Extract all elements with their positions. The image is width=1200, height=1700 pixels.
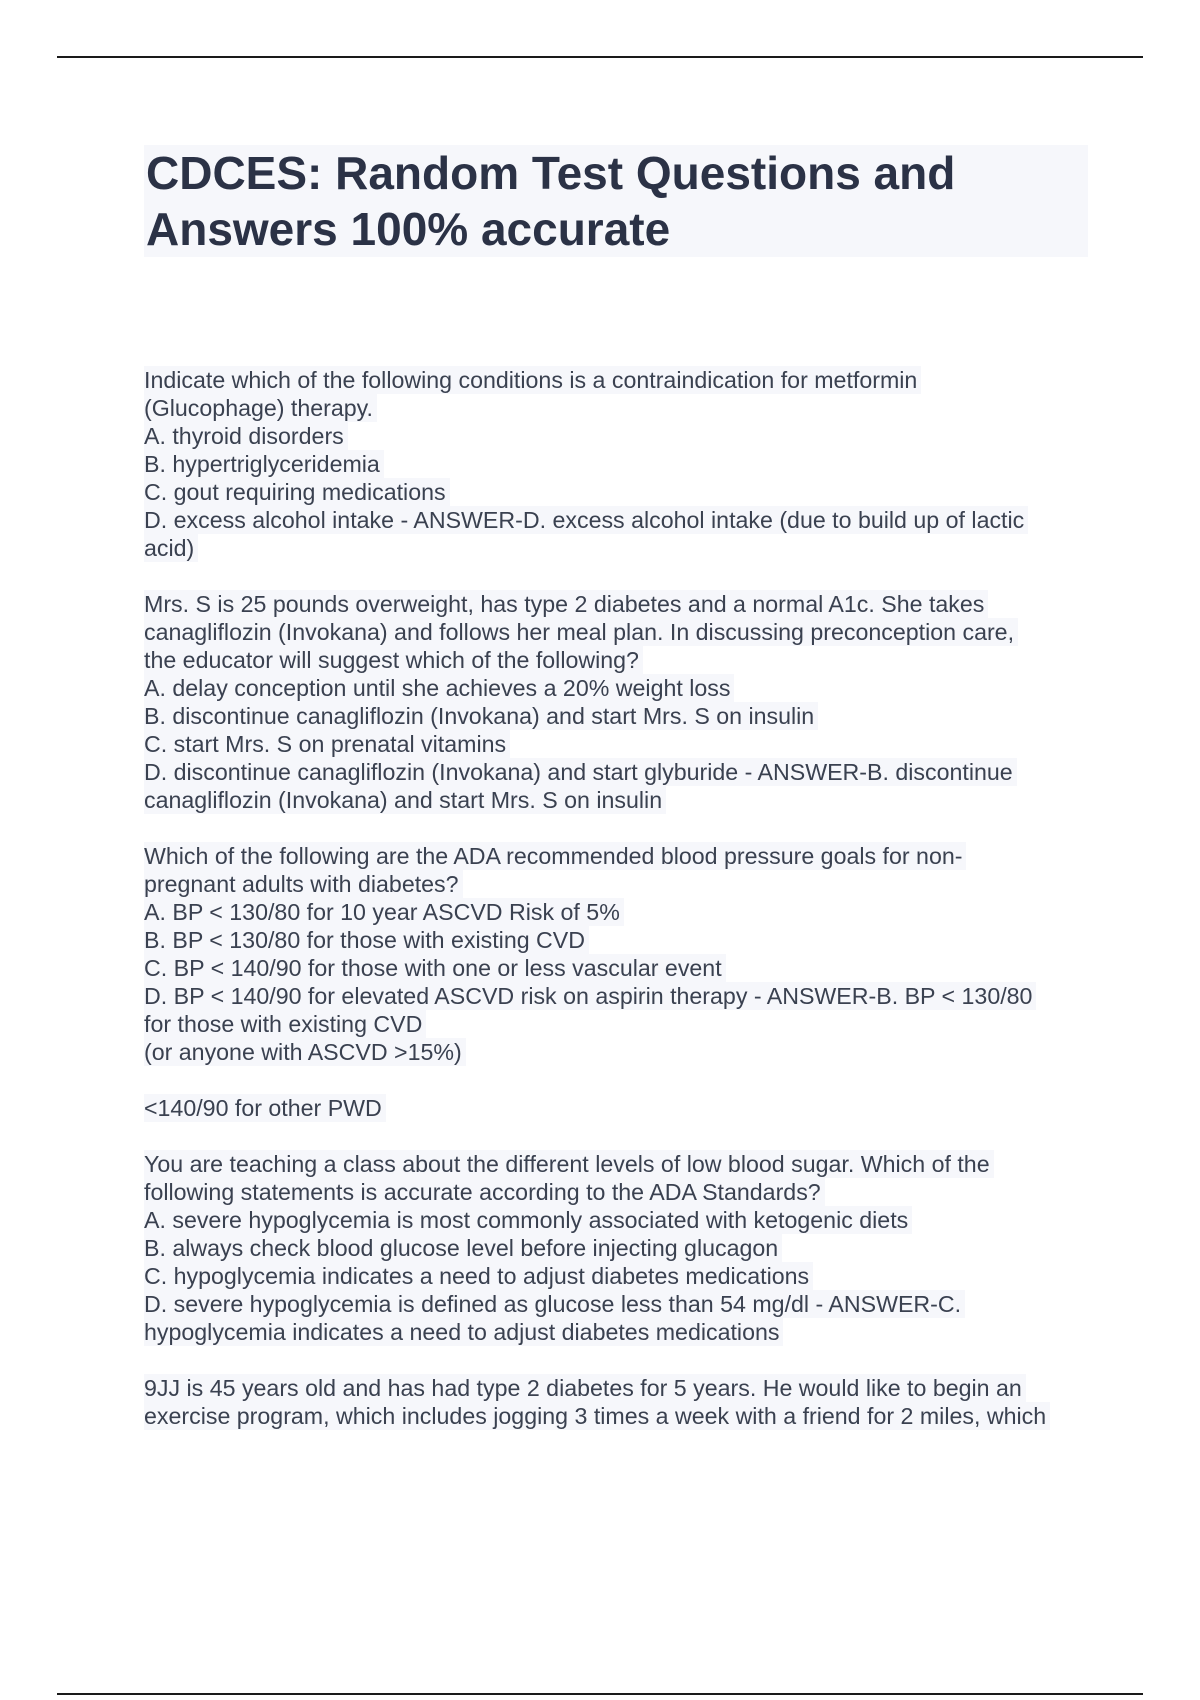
- option-line: A. severe hypoglycemia is most commonly associated with ketogenic diets: [144, 1206, 912, 1234]
- title-line: CDCES: Random Test Questions and: [146, 147, 956, 199]
- question-block: [144, 366, 1088, 562]
- option-line: B. BP < 130/80 for those with existing CVD: [144, 926, 589, 954]
- document-title: [144, 145, 1088, 257]
- answer-line: D. severe hypoglycemia is defined as glucose less than 54 mg/dl - ANSWER-C.: [144, 1290, 965, 1318]
- title-line: Answers 100% accurate: [146, 203, 671, 255]
- answer-line: acid): [144, 534, 198, 562]
- question-block: [144, 1374, 1088, 1430]
- question-line: the educator will suggest which of the following?: [144, 646, 643, 674]
- answer-line: canagliflozin (Invokana) and start Mrs. S on insulin: [144, 786, 666, 814]
- spacer: [144, 1066, 1088, 1094]
- option-line: C. gout requiring medications: [144, 478, 450, 506]
- option-line: C. start Mrs. S on prenatal vitamins: [144, 730, 510, 758]
- top-rule: [57, 56, 1143, 58]
- question-line: canagliflozin (Invokana) and follows her meal plan. In discussing preconception care,: [144, 618, 1018, 646]
- option-line: A. BP < 130/80 for 10 year ASCVD Risk of 5%: [144, 898, 624, 926]
- answer-line: D. discontinue canagliflozin (Invokana) and start glyburide - ANSWER-B. discontinue: [144, 758, 1017, 786]
- question-line: exercise program, which includes jogging 3 times a week with a friend for 2 miles, which: [144, 1402, 1050, 1430]
- option-line: C. BP < 140/90 for those with one or less vascular event: [144, 954, 726, 982]
- question-block: [144, 842, 1088, 1122]
- question-block: [144, 1150, 1088, 1346]
- question-line: (Glucophage) therapy.: [144, 394, 377, 422]
- answer-line: D. BP < 140/90 for elevated ASCVD risk on aspirin therapy - ANSWER-B. BP < 130/80: [144, 982, 1036, 1010]
- answer-line: D. excess alcohol intake - ANSWER-D. excess alcohol intake (due to build up of lactic: [144, 506, 1028, 534]
- option-line: C. hypoglycemia indicates a need to adjust diabetes medications: [144, 1262, 813, 1290]
- question-line: You are teaching a class about the different levels of low blood sugar. Which of the: [144, 1150, 994, 1178]
- answer-line: (or anyone with ASCVD >15%): [144, 1038, 466, 1066]
- question-block: [144, 590, 1088, 814]
- option-line: B. always check blood glucose level before injecting glucagon: [144, 1234, 782, 1262]
- question-line: 9JJ is 45 years old and has had type 2 diabetes for 5 years. He would like to begin an: [144, 1374, 1026, 1402]
- question-line: Mrs. S is 25 pounds overweight, has type 2 diabetes and a normal A1c. She takes: [144, 590, 988, 618]
- answer-line: hypoglycemia indicates a need to adjust diabetes medications: [144, 1318, 783, 1346]
- document-body: [144, 366, 1088, 1458]
- question-line: following statements is accurate according to the ADA Standards?: [144, 1178, 825, 1206]
- question-line: Which of the following are the ADA recommended blood pressure goals for non-: [144, 842, 966, 870]
- bottom-rule: [57, 1693, 1143, 1695]
- option-line: B. hypertriglyceridemia: [144, 450, 384, 478]
- option-line: B. discontinue canagliflozin (Invokana) and start Mrs. S on insulin: [144, 702, 818, 730]
- question-line: Indicate which of the following conditions is a contraindication for metformin: [144, 366, 921, 394]
- answer-note-line: <140/90 for other PWD: [144, 1094, 386, 1122]
- option-line: A. delay conception until she achieves a 20% weight loss: [144, 674, 734, 702]
- option-line: A. thyroid disorders: [144, 422, 348, 450]
- question-line: pregnant adults with diabetes?: [144, 870, 463, 898]
- answer-line: for those with existing CVD: [144, 1010, 426, 1038]
